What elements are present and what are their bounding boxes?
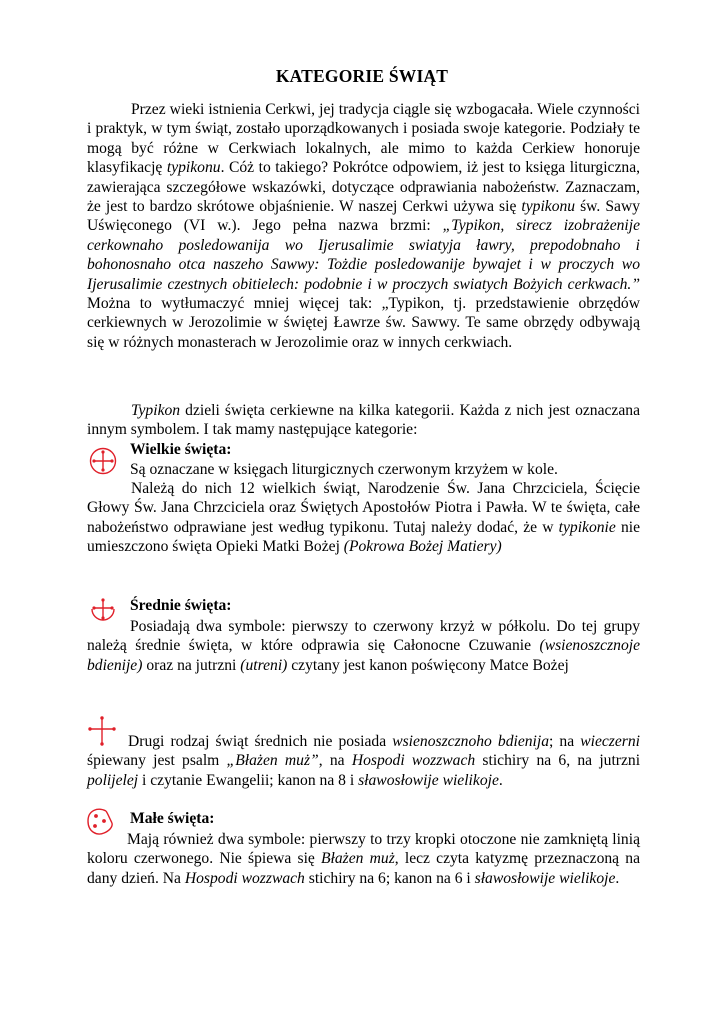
text-run-italic: typikonu [521,198,576,216]
text-run-italic: Hospodi wozzwach [351,752,476,770]
text-run-italic: typikonu [166,159,221,177]
text-run: , na [318,752,352,770]
text-run-italic: (utreni) [240,656,288,674]
intro-paragraph [87,100,640,352]
text-run-italic: Hospodi wozzwach [184,869,305,887]
text-run-italic: (wsienoszcznoje bdienije) [87,637,640,674]
text-run: Przez wieki istnienia Cerkwi, jej tradycja ciągle się wzbogacała. Wiele czynności i praktyk, w tym świąt, zostało uporządkowanych i posiada swoje kategorie. Podziały te mogą być różne w Cerkwiach lokalnych, ale mimo to każda Cerkiew honoruje klasyfikację [87,101,640,177]
text-run: . [615,869,620,887]
text-run: czytany jest kanon poświęcony Matce Bożej [287,656,569,674]
small-feasts-heading: Małe święta: [130,810,215,827]
typikon-full-name: „Typikon, sirecz izobrażenije cerkownaho posledowanija wo Ijerusalimie swiatyja ławry, prepodobnaho i bohonosnaho otca naszeho Sawwy: Tożdie posledowanije bywajet i w proczych wo Ijerusalimie czestnych obitielech: podobnie i w proczych swiatych Bożyich cerkwach.” [87,217,640,293]
middle-feasts-second-paragraph [87,732,640,790]
text-run: Mają również dwa symbole: pierwszy to trzy kropki otoczone nie zamkniętą linią koloru czerwonego. Nie śpiewa się [87,831,640,868]
text-run-italic: polijelej [87,771,139,789]
text-run-italic: wsienoszcznoho bdienija [392,733,550,750]
text-run: śpiewany jest psalm [87,752,227,770]
middle-feasts-heading: Średnie święta: [130,597,232,614]
text-run: , lecz czyta katyzmę przeznaczoną na dany dzień. Na [87,850,640,887]
text-run: . [498,771,503,789]
text-run: i czytanie Ewangelii; kanon na 8 i [138,771,359,789]
middle-feasts-paragraph [87,617,640,675]
great-feasts-paragraph [87,479,640,557]
text-run: nie umieszczono święta Opieki Matki Bożej [87,518,641,556]
text-run-italic: sławosłowije wielikoje [474,869,616,887]
text-run: św. Sawy Uświęconego (VI w.). Jego pełna nazwa brzmi: [87,198,640,235]
text-run-italic: „Błażen muż” [226,752,319,770]
text-run: Drugi rodzaj świąt średnich nie posiada [128,733,393,750]
great-feasts-heading: Wielkie święta: [130,441,232,458]
text-run-italic: sławosłowije wielikoje [358,771,499,789]
text-run: Posiadają dwa symbole: pierwszy to czerwony krzyż w półkolu. Do tej grupy należą średnie święta, w które odprawia się Całonocne Czuwanie [87,618,640,655]
text-run: Można to wytłumaczyć mniej więcej tak: „Typikon, tj. przedstawienie obrzędów cerkiewnych w Jerozolimie w świętej Ławrze św. Sawwy. Te same obrzędy odbywają się w różnych monasterach w Jerozolimie oraz w innych cerkwiach. [87,295,640,351]
text-run-italic: (Pokrowa Bożej Matiery) [343,538,502,556]
text-run-italic: wieczerni [580,733,640,750]
page-title: KATEGORIE ŚWIĄT [275,66,449,86]
text-run: ; na [549,733,581,750]
text-run: stichiry na 6; kanon na 6 i [304,869,475,887]
text-run: . Cóż to takiego? Pokrótce odpowiem, iż jest to księga liturgiczna, zawierająca szczegółowe wskazówki, dotyczące odprawiania nabożeństw. Zaznaczam, że jest to bardzo skrótowe objaśnienie. W naszej Cerkwi używa się [87,159,641,216]
text-run-italic: Typikon [131,402,181,419]
text-run: dzieli święta cerkiewne na kilka kategorii. Każda z nich jest oznaczana innym symbolem. I tak mamy następujące kategorie: [87,402,640,439]
cross-in-circle-icon [88,446,118,476]
categories-intro-paragraph [87,401,640,440]
small-feasts-paragraph [87,830,640,888]
great-feasts-line: Są oznaczane w księgach liturgicznych czerwonym krzyżem w kole. [130,461,558,478]
text-run: stichiry na 6, na jutrzni [475,752,641,770]
text-run-italic: Błażen muż [321,850,395,868]
text-run: Należą do nich 12 wielkich świąt, Narodzenie Św. Jana Chrzciciela, Ścięcie Głowy Św. Jana Chrzciciela oraz Świętych Apostołów Piotra i Pawła. W te święta, całe nabożeństwo odprawiane jest według typikonu. Tutaj należy dodać, że w [87,480,640,536]
text-run-italic: typikonie [558,518,616,536]
text-run: oraz na jutrzni [142,656,241,674]
